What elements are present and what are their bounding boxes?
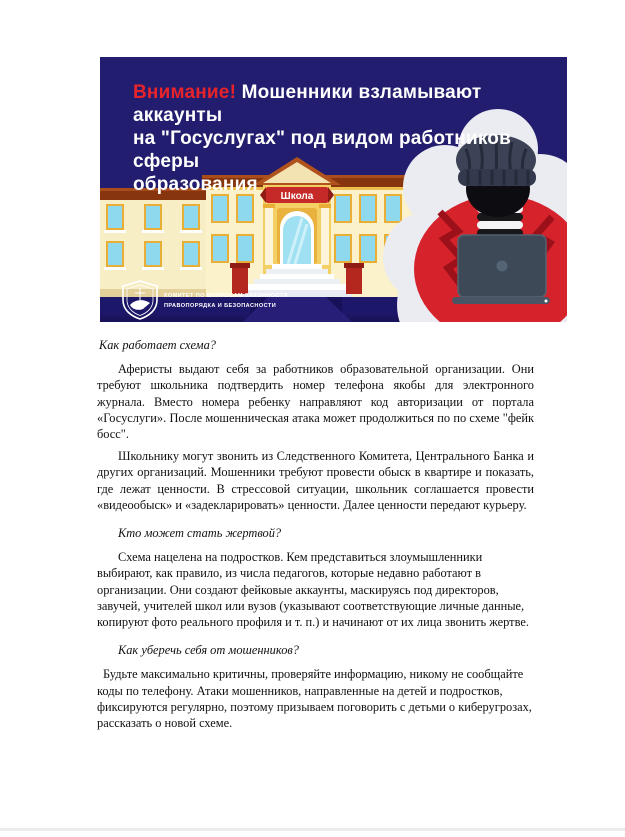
headline-line1-rest: Мошенники взламывают аккаунты xyxy=(133,82,482,126)
article-body xyxy=(97,337,534,737)
page-edge-line xyxy=(0,828,625,831)
section-heading-who-can-be-victim: Кто может стать жертвой? xyxy=(118,526,282,541)
school-sign-label: Школа xyxy=(280,191,314,202)
paragraph-calls-description: Школьнику могут звонить из Следственного Комитета, Центрального Банка и других организаций. Мошенники требуют провести обыск в квартире и показать, где лежат ценности. В стрессовой ситуации, школьник соглашается провести «видеообыск» и «задекларировать» ценности. Далее ценности передают курьеру. xyxy=(97,449,534,512)
attention-label: Внимание! xyxy=(133,82,237,103)
committee-name-line2: ПРАВОПОРЯДКА И БЕЗОПАСНОСТИ xyxy=(164,303,277,309)
section-heading-how-it-works: Как работает схема? xyxy=(99,338,216,352)
headline-line1 xyxy=(133,81,551,127)
paragraph-advice: Будьте максимально критичны, проверяйте информацию, никому не сообщайте коды по телефону. Атаки мошенников, направленные на детей и подростков, фиксируются регулярно, поэтому призываем поговорить с детьми о киберугрозах, рассказать о новой схеме. xyxy=(97,667,532,731)
banner-headline xyxy=(133,81,551,196)
section-heading-how-to-protect: Как уберечь себя от мошенников? xyxy=(118,643,299,658)
paragraph-targets-description: Схема нацелена на подростков. Кем представиться злоумышленники выбирают, как правило, из числа педагогов, которые недавно работают в организации. Они создают фейковые аккаунты, маскируясь под директоров, завучей, учителей школ или вузов (указывают соответствующие личные данные, копируют фото реального профиля и т. п.) и начинают от их лица звонить жертве. xyxy=(97,550,529,630)
laptop-logo xyxy=(497,261,508,272)
warning-banner xyxy=(100,57,567,322)
headline-line3: образования xyxy=(133,174,258,195)
committee-name-line1: КОМИТЕТ ПО ВОПРОСАМ ЗАКОННОСТИ xyxy=(164,293,288,299)
paragraph-scheme-description: Аферисты выдают себя за работников образовательной организации. Они требуют школьника подтвердить номер телефона якобы для электронного журнала. Вместо номера ребенку направляют код авторизации от портала «Госуслуги». После мошенническая атака может продолжиться по по схеме "фейк босс". xyxy=(97,362,534,442)
laptop xyxy=(452,235,550,304)
headline-line2: на "Госуслугах" под видом работников сферы xyxy=(133,128,511,172)
sparkle xyxy=(545,300,548,303)
